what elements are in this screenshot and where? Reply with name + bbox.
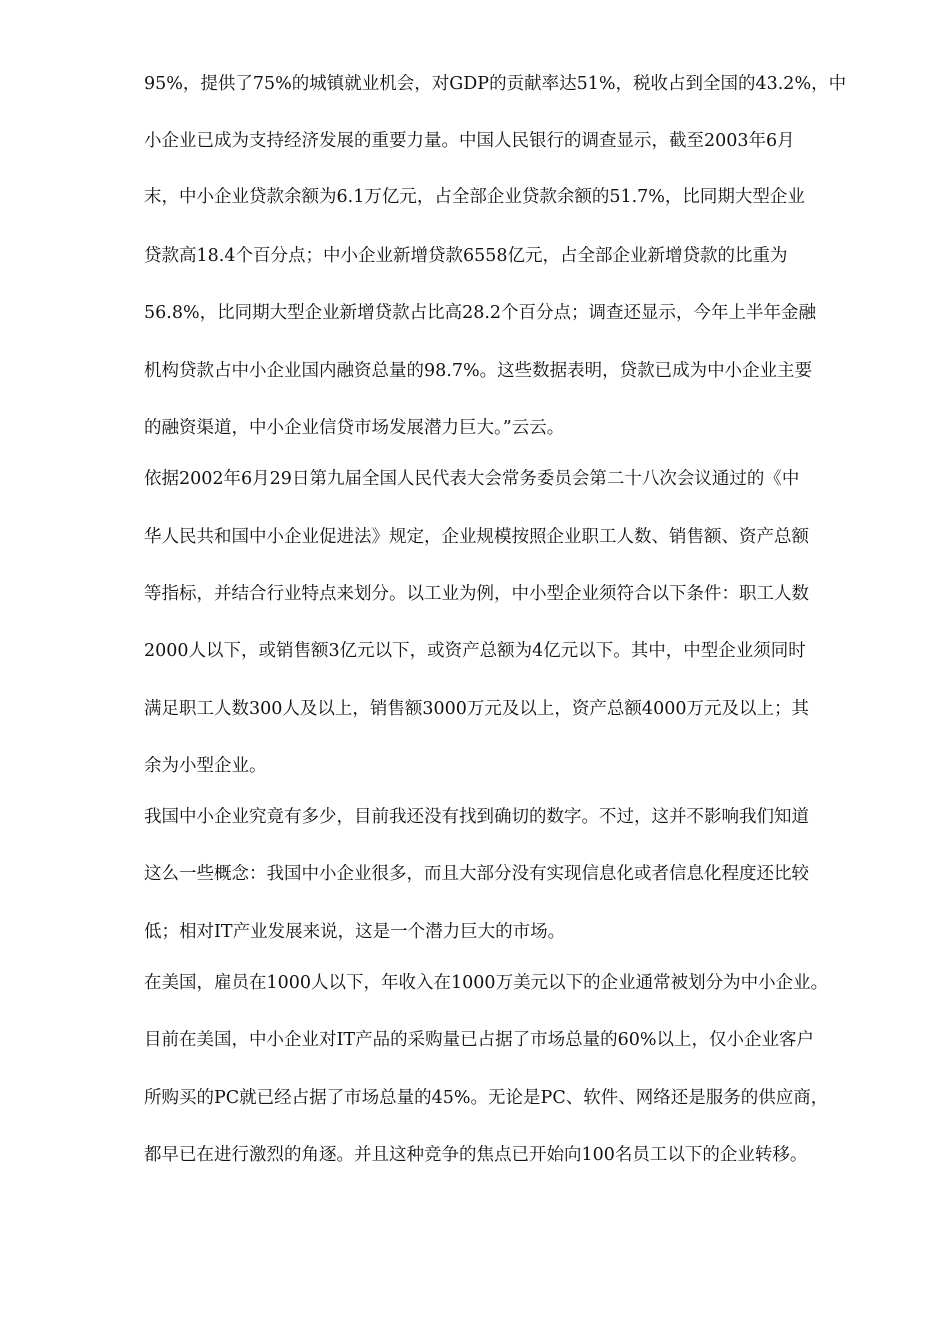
text-line: 95%，提供了75%的城镇就业机会，对GDP的贡献率达51%，税收占到全国的43.2%，中 [144,74,847,94]
text-line: 所购买的PC就已经占据了市场总量的45%。无论是PC、软件、网络还是服务的供应商， [144,1088,829,1108]
text-line: 余为小型企业。 [144,756,267,776]
text-line: 56.8%，比同期大型企业新增贷款占比高28.2个百分点；调查还显示，今年上半年金融 [144,303,817,323]
text-line: 依据2002年6月29日第九届全国人民代表大会常务委员会第二十八次会议通过的《中 [144,469,800,489]
text-line: 小企业已成为支持经济发展的重要力量。中国人民银行的调查显示，截至2003年6月 [144,131,795,151]
text-line: 等指标，并结合行业特点来划分。以工业为例，中小型企业须符合以下条件：职工人数 [144,584,809,604]
text-line: 满足职工人数300人及以上，销售额3000万元及以上，资产总额4000万元及以上；其 [144,699,809,719]
text-line: 机构贷款占中小企业国内融资总量的98.7%。这些数据表明，贷款已成为中小企业主要 [144,361,813,381]
text-line: 在美国，雇员在1000人以下，年收入在1000万美元以下的企业通常被划分为中小企业。 [144,973,829,993]
text-line: 我国中小企业究竟有多少，目前我还没有找到确切的数字。不过，这并不影响我们知道 [144,807,809,827]
text-line: 华人民共和国中小企业促进法》规定，企业规模按照企业职工人数、销售额、资产总额 [144,527,809,547]
text-line: 的融资渠道，中小企业信贷市场发展潜力巨大。”云云。 [144,418,565,438]
text-line: 贷款高18.4个百分点；中小企业新增贷款6558亿元，占全部企业新增贷款的比重为 [144,246,788,266]
text-line: 末，中小企业贷款余额为6.1万亿元，占全部企业贷款余额的51.7%，比同期大型企业 [144,187,805,207]
text-line: 目前在美国，中小企业对IT产品的采购量已占据了市场总量的60%以上，仅小企业客户 [144,1030,814,1050]
text-line: 这么一些概念：我国中小企业很多，而且大部分没有实现信息化或者信息化程度还比较 [144,864,809,884]
text-line: 低；相对IT产业发展来说，这是一个潜力巨大的市场。 [144,922,566,942]
text-line: 2000人以下，或销售额3亿元以下，或资产总额为4亿元以下。其中，中型企业须同时 [144,641,806,661]
text-line: 都早已在进行激烈的角逐。并且这种竞争的焦点已开始向100名员工以下的企业转移。 [144,1145,808,1165]
